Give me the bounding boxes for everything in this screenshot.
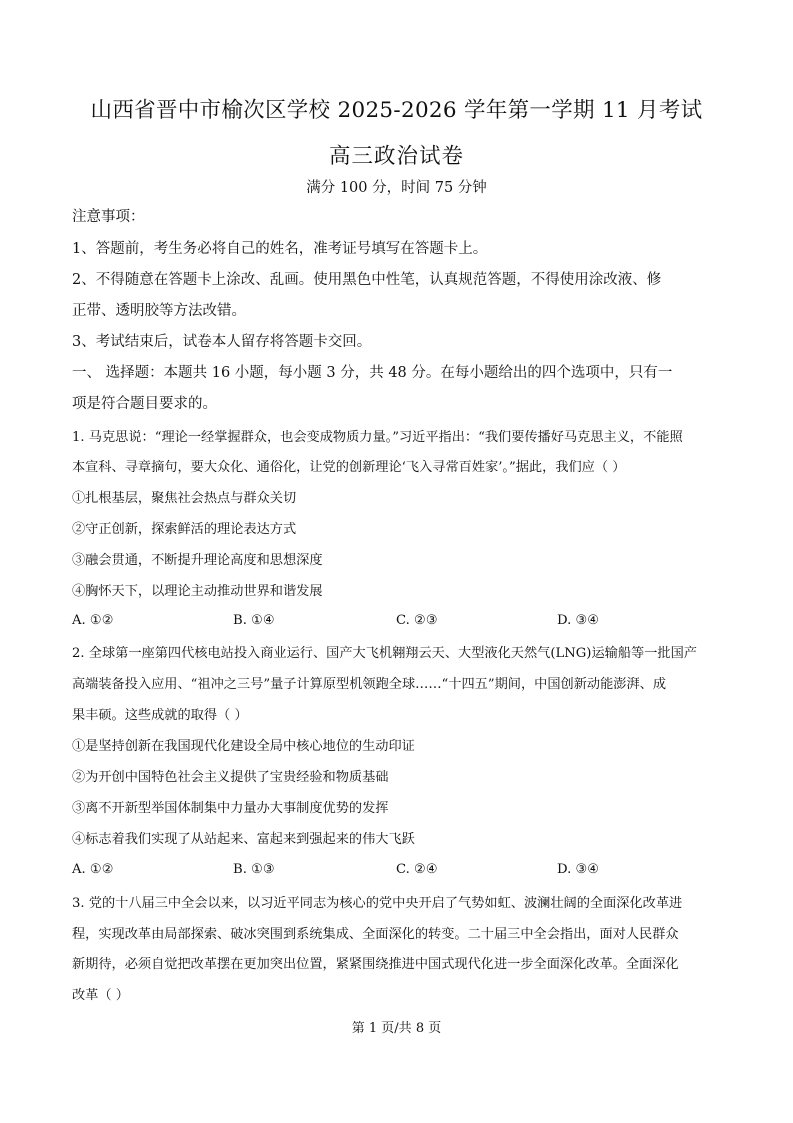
q1-stem-line-1: 1. 马克思说：“理论一经掌握群众，也会变成物质力量。”习近平指出：“我们要传播好马克思主义，不能照 [72,430,683,445]
notice-item-1: 1、答题前，考生务必将自己的姓名，准考证号填写在答题卡上。 [72,241,488,257]
q2-option-c[interactable]: C. ②④ [396,862,438,877]
q2-stem-line-3: 果丰硕。这些成就的取得（ ） [72,708,248,723]
notice-heading: 注意事项： [72,209,145,225]
q3-stem-line-2: 程，实现改革由局部探索、破冰突围到系统集成、全面深化的转变。二十届三中全会指出，面对人民群众 [72,927,679,942]
q1-option-c[interactable]: C. ②③ [396,613,438,628]
q1-option-d[interactable]: D. ③④ [557,613,600,628]
exam-title: 山西省晋中市榆次区学校 2025-2026 学年第一学期 11 月考试 [90,98,703,123]
q2-statement-4: ④标志着我们实现了从站起来、富起来到强起来的伟大飞跃 [72,832,415,847]
q1-statement-1: ①扎根基层，聚焦社会热点与群众关切 [72,491,297,506]
notice-item-2-line-2: 正带、透明胶等方法改错。 [72,303,246,319]
q2-option-a[interactable]: A. ①② [72,862,114,877]
notice-item-3: 3、考试结束后，试卷本人留存将答题卡交回。 [72,334,372,350]
q1-option-a[interactable]: A. ①② [72,613,114,628]
q2-option-b[interactable]: B. ①③ [233,862,275,877]
q1-option-b[interactable]: B. ①④ [233,613,275,628]
q2-stem-line-2: 高端装备投入应用、“祖冲之三号”量子计算原型机领跑全球……“十四五”期间，中国创新动能澎湃、成 [72,677,667,692]
section-heading-line-1: 一、 选择题：本题共 16 小题，每小题 3 分，共 48 分。在每小题给出的四个选项中，只有一 [72,365,673,381]
q1-statement-2: ②守正创新，探索鲜活的理论表达方式 [72,522,297,537]
page-number: 第 1 页/共 8 页 [351,1021,442,1036]
q1-statement-4: ④胸怀天下，以理论主动推动世界和谐发展 [72,584,323,599]
q2-option-d[interactable]: D. ③④ [557,862,600,877]
q2-statement-2: ②为开创中国特色社会主义提供了宝贵经验和物质基础 [72,770,389,785]
q2-stem-line-1: 2. 全球第一座第四代核电站投入商业运行、国产大飞机翱翔云天、大型液化天然气(LNG)运输船等一批国产 [72,646,697,661]
notice-item-2-line-1: 2、不得随意在答题卡上涂改、乱画。使用黑色中性笔，认真规范答题，不得使用涂改液、修 [72,272,662,288]
q3-stem-line-4: 改革（ ） [72,988,129,1003]
q1-stem-line-2: 本宣科、寻章摘句，要大众化、通俗化，让党的创新理论‘飞入寻常百姓家’。”据此，我们应（ ） [72,460,626,475]
q2-statement-1: ①是坚持创新在我国现代化建设全局中核心地位的生动印证 [72,739,415,754]
exam-subject-title: 高三政治试卷 [328,144,464,169]
q2-statement-3: ③离不开新型举国体制集中力量办大事制度优势的发挥 [72,801,389,816]
section-heading-line-2: 项是符合题目要求的。 [72,396,217,412]
q1-statement-3: ③融会贯通，不断提升理论高度和思想深度 [72,553,323,568]
score-time-info: 满分 100 分，时间 75 分钟 [306,180,487,196]
q3-stem-line-3: 新期待，必须自觉把改革摆在更加突出位置，紧紧围绕推进中国式现代化进一步全面深化改革。全面深化 [72,957,679,972]
q3-stem-line-1: 3. 党的十八届三中全会以来，以习近平同志为核心的党中央开启了气势如虹、波澜壮阔的全面深化改革进 [72,896,683,911]
